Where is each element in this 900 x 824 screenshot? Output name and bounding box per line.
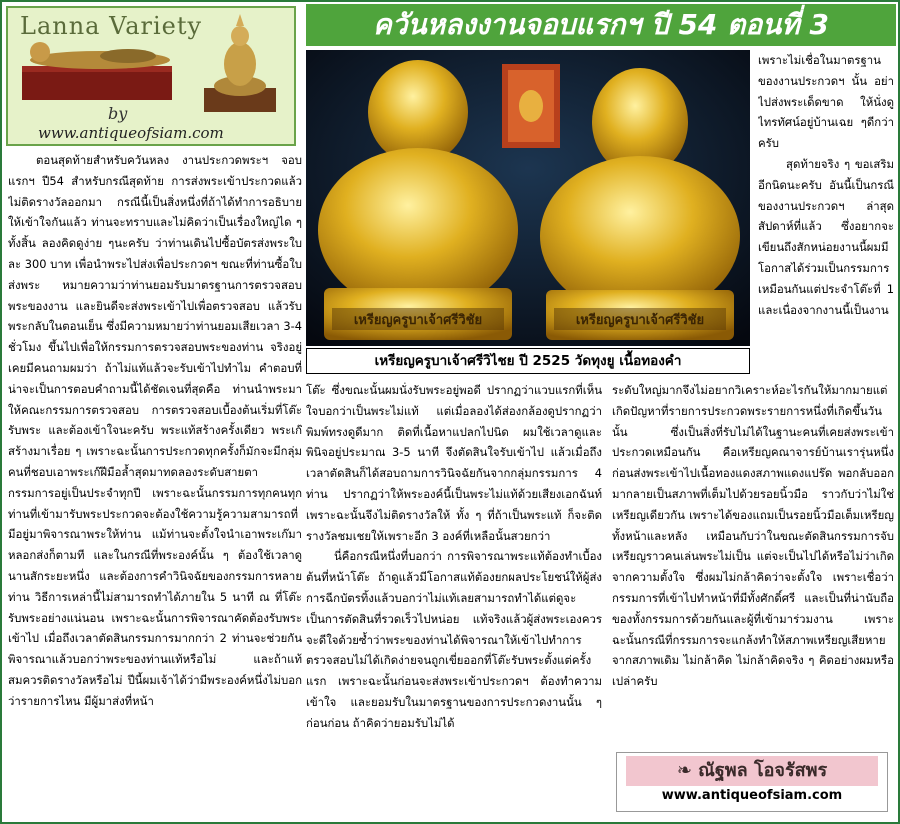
paragraph: ระดับใหญ่มากจึงไม่อยากวิเคราะห์อะไรกันให้มากมายแต่เกิดปัญหาที่รายการประกวดพระรายการหนึ่งที่เกิดขึ้นวันนั้น ซึ่งเป็นสิ่งที่รับไม่ได้ในฐานะคนที่เคยส่งพระเข้าประกวดเหมือนกัน คือเหรียญคณาจารย์บ้านเรารุ่นหนึ่งก่อนส่งพระเข้าไปเนื้อทองแดงสภาพแดงแปร๊ด พอกลับออกมากลายเป็นสภาพที่เต็มไปด้วยรอยนิ้วมือ ราวกับว่าไม่ใช่เหรียญเดียวกัน เพราะได้ของแถมเป็นรอยนิ้วมือเต็มเหรียญทั้งหน้าและหลัง เหมือนกับว่าในขณะตัดสินกรรมการจับเหรียญราวคนเล่นพระไม่เป็น แต่จะเป็นไปได้หรือไม่ว่าเกิดจากความตั้งใจ ซึ่งผมไม่กล้าคิดว่าจะตั้งใจ เพราะเชื่อว่ากรรมการที่เข้าไปทำหน้าที่มีทั้งศักดิ์ศรี และเป็นที่น่านับถือของทั้งกรรมการด้วยกันและผู้ที่เข้ามาร่วมงาน เพราะฉะนั้นกรณีที่กรรมการจะแกล้งทำให้สภาพเหรียญเสียหายจากสภาพเดิม ไม่กล้าคิด ไม่กล้าคิดจริง ๆ คิดอย่างผมหรือเปล่าครับ bbox=[612, 383, 894, 689]
logo-title: Lanna Variety bbox=[20, 12, 203, 40]
logo-url[interactable]: www.antiqueofsiam.com bbox=[38, 124, 224, 142]
amulet-back-base-text: เหรียญครูบาเจ้าศรีวิชัย bbox=[575, 313, 705, 328]
author-name: ❧ ณัฐพล โอจรัสพร bbox=[626, 756, 878, 786]
paragraph: สุดท้ายจริง ๆ ขอเสริมอีกนิดนะครับ อันนี้เป็นกรณีของงานประกวดฯ ล่าสุดสัปดาห์ที่แล้ว ซึ่งอยากจะเขียนถึงสักหน่อยงานนี้ผมมีโอกาสได้ร่วมเป็นกรรมการเหมือนกันแต่ประจำโต๊ะที่ 1 และเนื่องจากงานนี้เป็นงาน bbox=[758, 156, 894, 317]
paragraph: นี่คือกรณีหนึ่งที่บอกว่า การพิจารณาพระแท้ต้องทำเบื้องต้นที่หน้าโต๊ะ ถ้าดูแล้วมีโอกาสแท้ต้องยกผลประโยชน์ให้ผู้ส่ง การฉีกบัตรทิ้งแล้วบอกว่าไม่แท้เลยสามารถทำได้แต่ดูจะเป็นการตัดสินที่รวดเร็วไปหน่อย แท้จริงแล้วผู้ส่งพระเองควรจะดีใจด้วยซ้ำว่าพระของท่านได้พิจารณาให้เข้าไปทำการตรวจสอบไม่ได้เกิดง่ายจนถูกเขี่ยออกที่โต๊ะรับพระตั้งแต่ครั้งแรก เพราะฉะนั้นก่อนจะส่งพระเข้าประกวดฯ ต้องทำความเข้าใจ และยอมรับในมาตรฐานของการประกวดงานนั้น ๆ ก่อนก่อน ถ้าคิดว่ายอมรับไม่ได้ bbox=[306, 549, 602, 730]
amulet-front-base-text: เหรียญครูบาเจ้าศรีวิชัย bbox=[353, 313, 483, 328]
column-left bbox=[8, 150, 302, 818]
lanna-variety-logo bbox=[6, 6, 296, 146]
column-right-bottom bbox=[612, 380, 894, 748]
author-url[interactable]: www.antiqueofsiam.com bbox=[661, 788, 843, 803]
column-right-top bbox=[758, 50, 894, 378]
headline: ควันหลงงานจอบแรกฯ ปี 54 ตอนที่ 3 bbox=[306, 4, 896, 46]
seated-buddha-shape bbox=[224, 42, 256, 86]
paragraph: ตอนสุดท้ายสำหรับควันหลง งานประกวดพระฯ จอบแรกฯ ปี54 สำหรับกรณีสุดท้าย การส่งพระเข้าประกวดแล้วไม่ติดรางวัลออกมา กรณีนี้เป็นสิ่งหนึ่งที่ถ้าได้ทำการอธิบายให้เข้าใจกันแล้ว ท่านจะทราบและไม่คิดว่าเป็นเรื่องใหญ่ได ๆทั้งสิ้น ลองคิดดูง่าย ๆนะครับ ว่าท่านเดินไปซื้อบัตรส่งพระใบละ 300 บาท เพื่อนำพระไปส่งเพื่อประกวดฯ ขณะที่ท่านซื้อใบส่งพระ หมายความว่าท่านยอมรับมาตรฐานการตรวจสอบพระของงาน และยินดีจะส่งพระเข้าไปเพื่อตรวจสอบ แล้วรับพระกลับในตอนเย็น ซึ่งมีความหมายว่าท่านยอมเสียเวลา 3-4 ชั่วโมง ขึ้นไปเพื่อให้กรรมการตรวจสอบพระของท่าน จริงอยู่เคยมีคนถามผมว่า ถ้าไม่แท้แล้วจะรับเข้าไปทำไม คำตอบที่น่าจะเป็นการตอบคำถามนี้ได้ชัดเจนที่สุดคือ ท่านนำพระมาให้คณะกรรมการตรวจสอบ การตรวจสอบเบื้องต้นเริ่มที่โต๊ะรับพระ และต้องเข้าใจนะครับ พระแท้สร้างครั้งเดียว พระเก๊สร้างมาเรื่อย ๆ เพราะฉะนั้นการประกวดทุกครั้งก็มักจะมีกลุ่มคนที่ชอบเอาพระเก๊ฝีมือล้ำสุดมาทดลองระดับสายตากรรมการอยู่เป็นประจำทุกปี เพราะฉะนั้นกรรมการทุกคนทุกท่านที่เข้ามารับพระประกวดจะต้องใช้ความรู้ความสามารถที่มีอยู่มาพิจารณาพระให้ท่าน แม้ท่านจะตั้งใจนำเอาพระเก๊มาหลอกส่งก็ตามที และในกรณีที่พระองค์นั้น ๆ ต้องใช้เวลาดูนานสักระยะหนึ่ง และต้องการคำวินิจฉัยของกรรมการหลายท่าน วิธีการเหล่านี้ไม่สามารถทำได้ภายใน 5 นาที ณ ที่โต๊ะรับพระอย่างแน่นอน เพราะฉะนั้นการพิจารณาคัดต้องรับพระเข้าไป เมื่อถึงเวลาตัดสินกรรมการมากกว่า 2 ท่านจะช่วยกันพิจารณาแล้วบอกว่าพระของท่านแท้หรือไม่ และถ้าแท้สมควรติดรางวัลหรือไม่ ปีนี้ผมเจ้าได้ว่ามีพระองค์หนึ่งไม่บอกว่ารายการไหน มีผู้มาส่งที่หน้า bbox=[8, 153, 302, 708]
photo-caption: เหรียญครูบาเจ้าศรีวิไชย ปี 2525 วัดทุงยู เนื้อทองคำ bbox=[306, 348, 750, 374]
amulet-illustration bbox=[306, 50, 750, 346]
paragraph: เพราะไม่เชื่อในมาตรฐานของงานประกวดฯ นั้น อย่าไปส่งพระเด็ดขาด ให้นั่งดูไทรทัศน์อยู่บ้านเฉย ๆดีกว่าครับ bbox=[758, 53, 894, 151]
amulet-photo bbox=[306, 50, 750, 346]
logo-by: by bbox=[108, 104, 128, 123]
column-middle bbox=[306, 380, 602, 818]
paragraph: โต๊ะ ซึ่งขณะนั้นผมนั่งรับพระอยู่พอดี ปรากฏว่าแวบแรกที่เห็น ใจบอกว่าเป็นพระไม่แท้ แต่เมื่อลองได้ส่องกล้องดูปรากฏว่าพิมพ์ทรงดูดีมาก ติดที่เนื้อหาแปลกไปนิด ผมใช้เวลาดูและพินิจอยู่ประมาณ 3-5 นาที จึงตัดสินใจรับเข้าไป แล้วเมื่อถึงเวลาตัดสินก็ได้สอบถามการวินิจฉัยกันจากกลุ่มกรรมการ 4 ท่าน ปรากฏว่าให้พระองค์นี้เป็นพระไม่แท้ด้วยเสียงเอกฉันท์ เพราะฉะนั้นจึงไม่ติดรางวัลให้ ทั้ง ๆ ที่ถ้าเป็นพระแท้ ก็จะติดรางวัลชมเชยให้เพราะอีก 3 องค์ที่เหลือนั้นสวยกว่า bbox=[306, 383, 602, 543]
